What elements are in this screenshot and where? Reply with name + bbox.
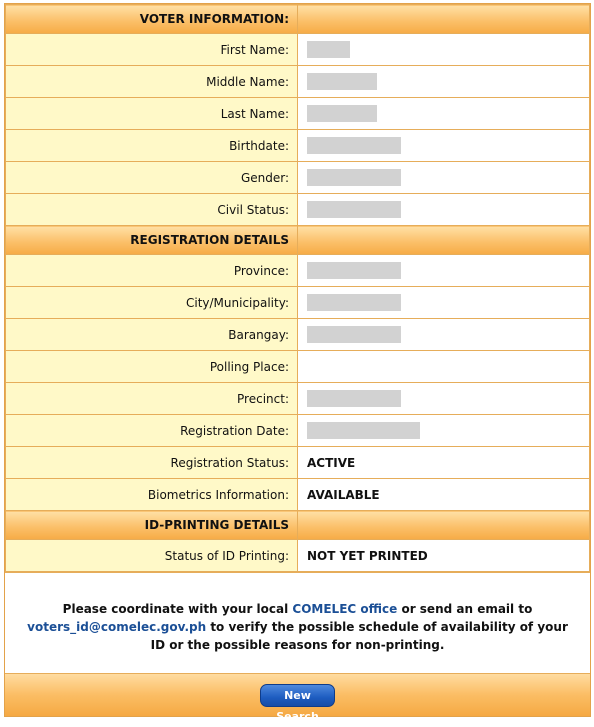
- section-voter-information: [6, 5, 590, 34]
- section-title: ID-PRINTING DETAILS: [6, 511, 298, 540]
- id-printing-notice: [5, 572, 590, 673]
- field-row-barangay: [6, 319, 590, 351]
- field-label: Province:: [6, 255, 298, 287]
- redacted-value: [307, 201, 401, 218]
- field-label: Barangay:: [6, 319, 298, 351]
- field-row-registration-status: [6, 447, 590, 479]
- registration-status-value: ACTIVE: [298, 447, 590, 479]
- section-id-printing-details: [6, 511, 590, 540]
- notice-text: Please coordinate with your local: [62, 602, 293, 616]
- field-value: [298, 194, 590, 226]
- field-label: First Name:: [6, 34, 298, 66]
- field-row-last-name: [6, 98, 590, 130]
- section-registration-details: [6, 226, 590, 255]
- field-label: Birthdate:: [6, 130, 298, 162]
- footer-bar: [5, 673, 590, 723]
- field-label: City/Municipality:: [6, 287, 298, 319]
- comelec-office-link[interactable]: COMELEC office: [292, 602, 398, 616]
- field-row-precinct: [6, 383, 590, 415]
- field-row-biometrics: [6, 479, 590, 511]
- field-value: [298, 98, 590, 130]
- redacted-value: [307, 137, 401, 154]
- field-value: [298, 34, 590, 66]
- field-row-province: [6, 255, 590, 287]
- field-row-polling-place: [6, 351, 590, 383]
- redacted-value: [307, 326, 401, 343]
- field-label: Status of ID Printing:: [6, 540, 298, 572]
- redacted-value: [307, 41, 350, 58]
- section-title: VOTER INFORMATION:: [6, 5, 298, 34]
- field-row-id-printing-status: [6, 540, 590, 572]
- redacted-value: [307, 262, 401, 279]
- redacted-value: [307, 169, 401, 186]
- field-label: Gender:: [6, 162, 298, 194]
- biometrics-value: AVAILABLE: [298, 479, 590, 511]
- section-title: REGISTRATION DETAILS: [6, 226, 298, 255]
- email-link[interactable]: voters_id@comelec.gov.ph: [27, 620, 207, 634]
- field-row-first-name: [6, 34, 590, 66]
- field-value: [298, 162, 590, 194]
- field-row-birthdate: [6, 130, 590, 162]
- redacted-value: [307, 105, 377, 122]
- field-value: [298, 130, 590, 162]
- field-label: Polling Place:: [6, 351, 298, 383]
- field-row-city: [6, 287, 590, 319]
- field-value: [298, 351, 590, 383]
- field-value: [298, 415, 590, 447]
- notice-text: to verify the possible schedule of availability of your ID or the possible reasons for non-printing.: [150, 620, 568, 652]
- field-label: Middle Name:: [6, 66, 298, 98]
- field-row-civil-status: [6, 194, 590, 226]
- redacted-value: [307, 73, 377, 90]
- field-row-gender: [6, 162, 590, 194]
- field-row-registration-date: [6, 415, 590, 447]
- field-value: [298, 66, 590, 98]
- field-label: Biometrics Information:: [6, 479, 298, 511]
- field-value: [298, 383, 590, 415]
- redacted-value: [307, 390, 401, 407]
- section-filler: [298, 226, 590, 255]
- field-label: Precinct:: [6, 383, 298, 415]
- field-row-middle-name: [6, 66, 590, 98]
- field-value: [298, 255, 590, 287]
- field-label: Registration Status:: [6, 447, 298, 479]
- notice-text: or send an email to: [397, 602, 533, 616]
- section-filler: [298, 5, 590, 34]
- field-label: Registration Date:: [6, 415, 298, 447]
- redacted-value: [307, 422, 420, 439]
- field-label: Civil Status:: [6, 194, 298, 226]
- field-value: [298, 319, 590, 351]
- new-search-button[interactable]: New Search: [260, 684, 335, 707]
- field-value: [298, 287, 590, 319]
- voter-info-table: [5, 4, 590, 572]
- redacted-value: [307, 294, 401, 311]
- field-label: Last Name:: [6, 98, 298, 130]
- section-filler: [298, 511, 590, 540]
- id-printing-status-value: NOT YET PRINTED: [298, 540, 590, 572]
- voter-record-panel: [4, 3, 591, 723]
